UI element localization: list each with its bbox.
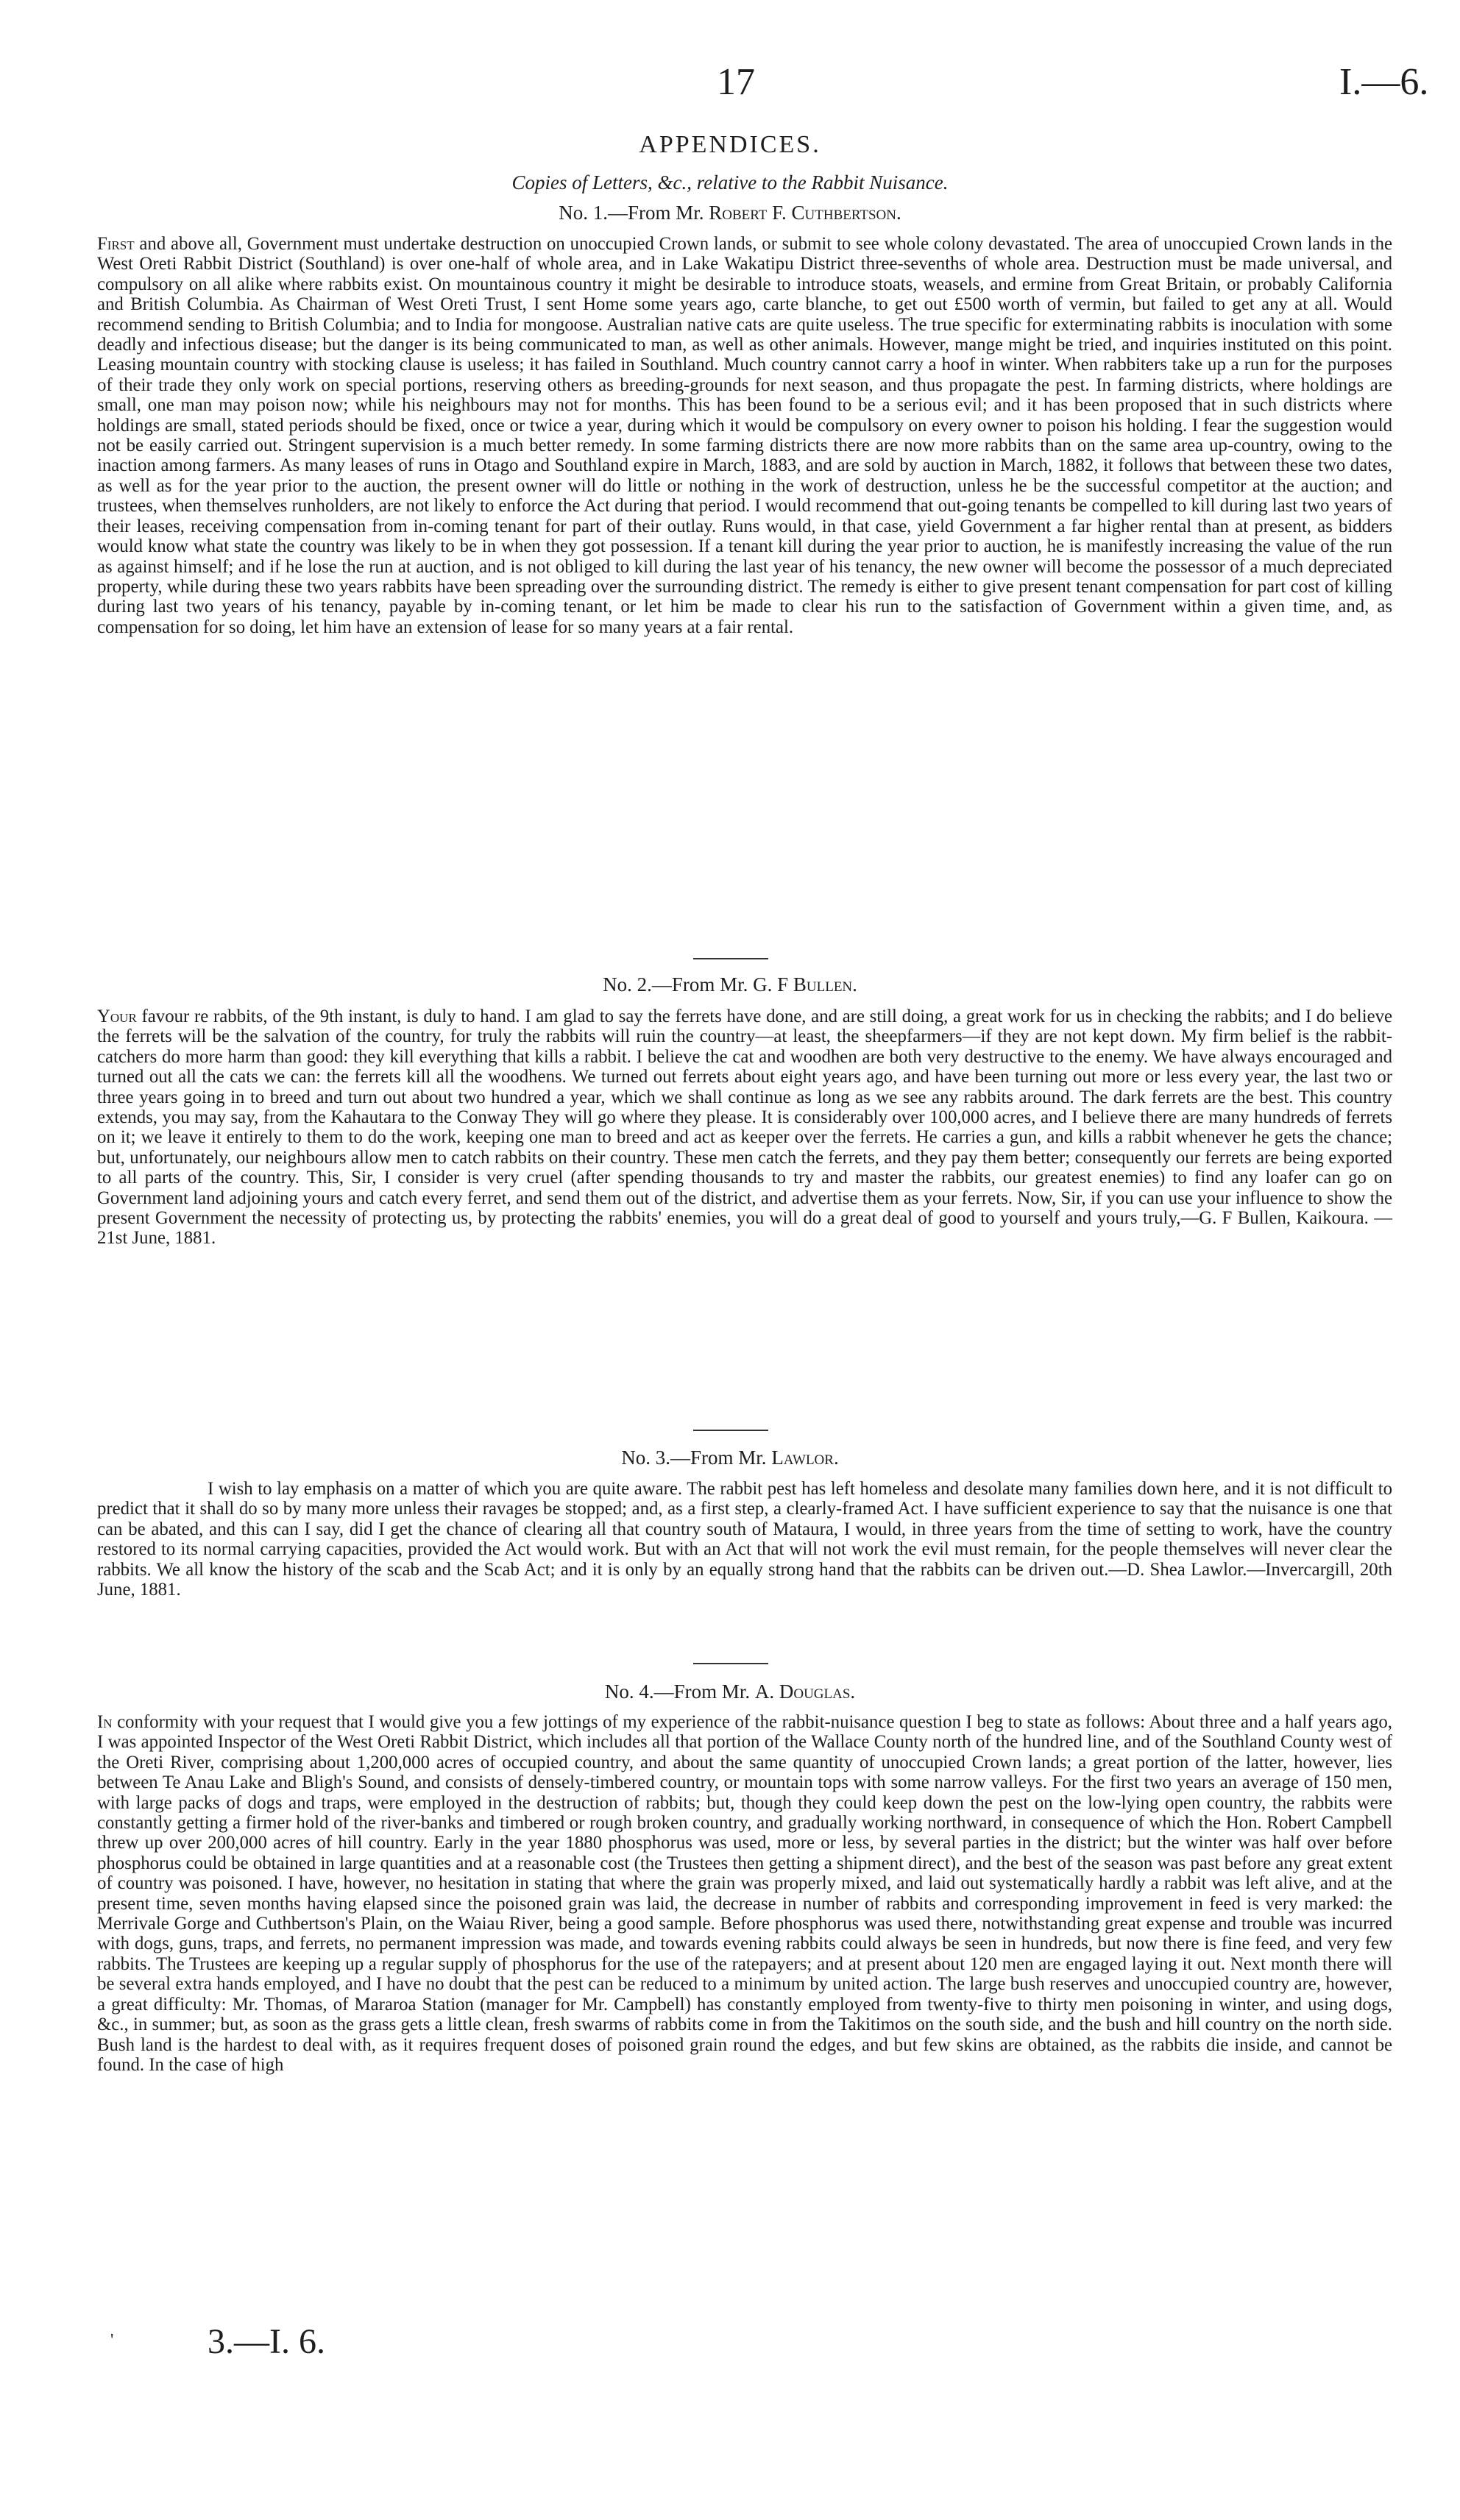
section-4-heading-name: A. Douglas.	[754, 1680, 856, 1703]
page-subtitle: Copies of Letters, &c., relative to the Rabbit Nuisance.	[511, 171, 949, 194]
document-reference: I.—6.	[1339, 61, 1429, 103]
page-title: APPENDICES.	[639, 131, 821, 158]
section-1-heading-prefix: No. 1.—From Mr.	[559, 202, 704, 224]
section-2-heading-prefix: No. 2.—From Mr.	[603, 973, 748, 995]
section-2-body	[97, 1007, 1392, 1249]
section-4-text: conformity with your request that I would give you a few jottings of my experience of the rabbit-nuisance question I beg to state as follows: About three and a half years ago, I was appointed Inspector of the West Oreti Rabbit District, which includes all that portion of the Wallace County north of the hundred line, and of the Southland County west of the Oreti River, comprising about 1,200,000 acres of occupied country, and about the same quantity of unoccupied Crown lands; a great portion of the latter, however, lies between Te Anau Lake and Bligh's Sound, and consists of densely-timbered country, or mountain tops with some narrow valleys. For the first two years an average of 150 men, with large packs of dogs and traps, were employed in the destruction of rabbits; but, though they could keep down the pest on the low-lying open country, the rabbits were constantly getting a firmer hold of the river-banks and timbered or rough broken country, and gradually working northward, in consequence of which the Hon. Robert Campbell threw up over 200,000 acres of hill country. Early in the year 1880 phosphorus was used, more or less, by several parties in the district; but the winter was half over before phosphorus could be obtained in large quantities and at a reasonable cost (the Trustees then getting a shipment direct), and the best of the season was past before any great extent of country was poisoned. I have, however, no hesitation in stating that where the grain was properly mixed, and laid out systematically hardly a rabbit was left alive, and at the present time, seven months having elapsed since the poisoned grain was laid, the decrease in number of rabbits and corresponding improvement in feed is very marked: the Merrivale Gorge and Cuthbertson's Plain, on the Waiau River, being a good sample. Before phosphorus was used there, notwithstanding great expense and trouble was incurred with dogs, guns, traps, and ferrets, no permanent impression was made, and towards evening rabbits could always be seen in hundreds, but now there is fine feed, and very few rabbits. The Trustees are keeping up a regular supply of phosphorus for the use of the ratepayers; and at present about 120 men are engaged laying it out. Next month there will be several extra hands employed, and I have no doubt that the pest can be reduced to a minimum by united action. The large bush reserves and unoccupied country are, however, a great difficulty: Mr. Thomas, of Mararoa Station (manager for Mr. Campbell) has constantly employed from twenty-five to thirty men poisoning in winter, and using dogs, &c., in summer; but, as soon as the grass gets a little clean, fresh swarms of rabbits come in from the Takitimos on the south side, and the bush and hill country on the north side. Bush land is the hardest to deal with, as it requires frequent doses of poisoned grain round the edges, and but few skins are obtained, as the rabbits die inside, and cannot be found. In the case of high	[97, 1712, 1392, 2075]
section-2-text: favour re rabbits, of the 9th instant, is duly to hand. I am glad to say the ferrets have done, and are still doing, a great work for us in checking the rabbits; and I do believe the ferrets will be the salvation of the country, for truly the rabbits will ruin the country—at least, the sheepfarmers—if they are not kept down. My firm belief is the rabbit-catchers do more harm than good: they kill everything that kills a rabbit. I believe the cat and woodhen are both very destructive to the enemy. We have always encouraged and turned out all the cats we can: the ferrets kill all the woodhens. We turned out ferrets about eight years ago, and have been turning out more or less every year, the last two or three years going in to breed and turn out about two hundred a year, which we shall continue as long as we see any rabbits around. The dark ferrets are the best. This country extends, you may say, from the Kahautara to the Conway They will go where they please. It is considerably over 100,000 acres, and I believe there are many hundreds of ferrets on it; we leave it entirely to them to do the work, keeping one man to breed and act as keeper over the ferrets. He carries a gun, and kills a rabbit whenever he gets the chance; but, unfortunately, our neighbours allow men to catch rabbits on their country. These men catch the ferrets, and they pay them better; consequently our ferrets are being exported to all parts of the country. This, Sir, I consider is very cruel (after spending thousands to try and master the rabbits, our greatest enemies) to find any loafer can go on Government land adjoining yours and catch every ferret, and send them out of the district, and advertise them as your ferrets. Now, Sir, if you can use your influence to show the present Government the necessity of protecting us, by protecting the rabbits' enemies, you will do a great deal of good to yourself and yours truly,—G. F Bullen, Kaikoura. —21st June, 1881.	[97, 1007, 1392, 1249]
section-4-heading-prefix: No. 4.—From Mr.	[604, 1680, 751, 1703]
section-1-lead-word: First	[97, 234, 135, 254]
section-1-text: and above all, Government must undertake destruction on unoccupied Crown lands, or submit to see whole colony devastated. The area of unoccupied Crown lands in the West Oreti Rabbit District (Southland) is over one-half of whole area, and in Lake Wakatipu District three-sevenths of whole area. Destruction must be made universal, and compulsory on all alike where rabbits exist. On mountainous country it might be desirable to introduce stoats, weasels, and ermine from Great Britain, or probably California and British Columbia. As Chairman of West Oreti Trust, I sent Home some years ago, carte blanche, to get out £500 worth of vermin, but failed to get any at all. Would recommend sending to British Columbia; and to India for mongoose. Australian native cats are quite useless. The true specific for exterminating rabbits is inoculation with some deadly and infectious disease; but the danger is its being communicated to man, as well as other animals. However, mange might be tried, and inquiries instituted on this point. Leasing mountain country with stocking clause is useless; it has failed in Southland. Much country cannot carry a hoof in winter. When rabbiters take up a run for the purposes of their trade they only work on special portions, reserving others as breeding-grounds for next season, and thus propagate the pest. In farming districts, where holdings are small, one man may poison now; while his neighbours may not for months. This has been found to be a serious evil; and it has been proposed that in such districts where holdings are small, stated periods should be fixed, once or twice a year, during which it would be compulsory on every owner to poison his holding. I fear the suggestion would not be easily carried out. Stringent supervision is a much better remedy. In some farming districts there are now more rabbits than on the same area up-country, owing to the inaction among farmers. As many leases of runs in Otago and Southland expire in March, 1883, and are sold by auction in March, 1882, it follows that between these two dates, as well as for the year prior to the auction, the present owner will do little or nothing in the work of destruction, unless he be the successful competitor at the auction; and trustees, when themselves runholders, are not likely to enforce the Act during that period. I would recommend that out-going tenants be compelled to kill during last two years of their leases, receiving compensation from in-coming tenant for part of their outlay. Runs would, in that case, yield Government a far higher rental than at present, as bidders would know what state the country was likely to be in when they got possession. If a tenant kill during the year prior to auction, he is manifestly increasing the value of the run as against himself; and if he lose the run at auction, and is not obliged to kill during the last year of his tenancy, the new owner will become the possessor of a much depreciated property, while during these two years rabbits have been spreading over the surrounding district. The remedy is either to give present tenant compensation for part cost of killing during last two years of his tenancy, payable by in-coming tenant, or let him be made to clear his run to the satisfaction of Government within a given time, and, as compensation for so doing, let him have an extension of lease for so many years at a fair rental.	[97, 234, 1392, 637]
section-2-lead-word: Your	[97, 1007, 137, 1026]
section-divider	[693, 1663, 768, 1664]
section-3-heading-name: Lawlor.	[771, 1447, 839, 1469]
section-3-body	[97, 1479, 1392, 1600]
section-1-heading	[0, 202, 1460, 224]
section-4-body	[97, 1712, 1392, 2075]
footer-signature: 3.—I. 6.	[208, 2322, 325, 2361]
section-1-body	[97, 234, 1392, 637]
section-4-lead-word: In	[97, 1712, 113, 1732]
page-number: 17	[717, 61, 755, 103]
section-4-heading	[0, 1680, 1460, 1703]
section-1-heading-name: Robert F. Cuthbertson.	[709, 202, 901, 224]
section-2-heading-name: G. F Bullen.	[753, 973, 857, 995]
section-divider	[693, 958, 768, 959]
section-divider	[693, 1430, 768, 1431]
section-3-heading	[0, 1447, 1460, 1469]
section-2-heading	[0, 973, 1460, 996]
section-3-heading-prefix: No. 3.—From Mr.	[621, 1447, 767, 1469]
section-3-text: I wish to lay emphasis on a matter of which you are quite aware. The rabbit pest has left homeless and desolate many families down here, and it is not difficult to predict that it shall do so by many more unless their ravages be stopped; and, as a first step, a clearly-framed Act. I have sufficient experience to say that the nuisance is one that can be abated, and this can I say, did I get the chance of clearing all that country south of Mataura, I would, in three years from the time of setting to work, have the country restored to its normal carrying capacities, provided the Act would work. But with an Act that will not work the evil must remain, for the people themselves will never clear the rabbits. We all know the history of the scab and the Scab Act; and it is only by an equally strong hand that the rabbits can be driven out.—D. Shea Lawlor.—Invercargill, 20th June, 1881.	[97, 1479, 1392, 1600]
footer-mark: '	[110, 2331, 114, 2350]
